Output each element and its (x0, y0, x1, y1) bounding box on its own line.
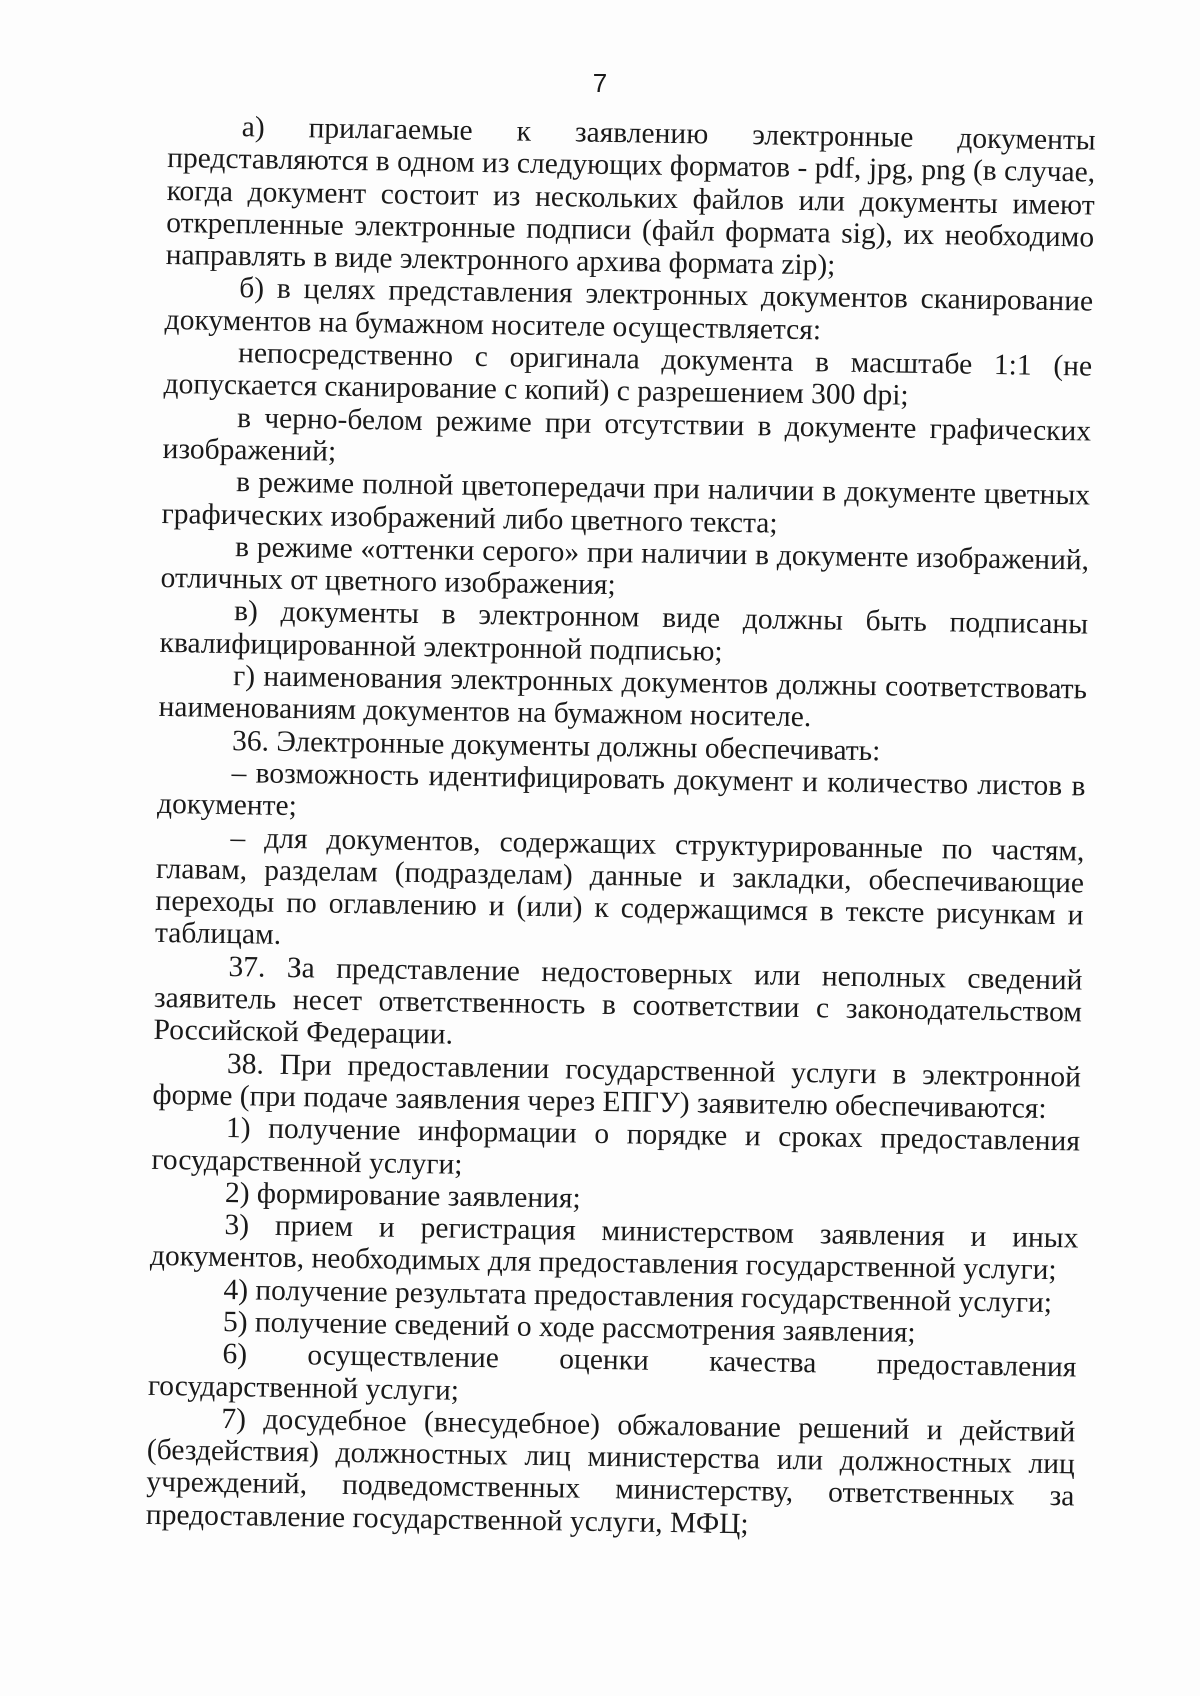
list-item-38-7: 7) досудебное (внесудебное) обжалование решений и действий (бездействия) должностных лиц министерства или должностных лиц учреждений, подведомственных министерству, ответственных за предоставление государственной услуги, МФЦ; (145, 1402, 1076, 1541)
list-item-38-4: 4) получение результата предоставления государственной услуги; (223, 1273, 1053, 1319)
paragraph-v-signature: в) документы в электронном виде должны быть подписаны квалифицированной электронной подписью; (159, 595, 1089, 668)
list-item-38-6: 6) осуществление оценки качества предоставления государственной услуги; (147, 1338, 1077, 1407)
page-number: 7 (592, 68, 608, 98)
paragraph-36-structured: – для документов, содержащих структурированные по частям, главам, разделам (подразделам) данные и закладки, обеспечивающие переходы по оглавлению и (или) к содержащимся в тексте рисункам и таблицам. (154, 821, 1085, 952)
paragraph-scan-color: в режиме полной цветопередачи при наличии в документе цветных графических изображений либо цветного текста; (161, 466, 1091, 540)
document-body (146, 110, 1096, 1545)
list-item-38-3: 3) прием и регистрация министерством заявления и иных документов, необходимых для предоставления государственной услуги; (149, 1209, 1079, 1287)
paragraph-scan-original: непосредственно с оригинала документа в масштабе 1:1 (не допускается сканирование с копий) с разрешением 300 dpi; (163, 337, 1093, 413)
paragraph-36: 36. Электронные документы должны обеспечивать: (231, 724, 881, 767)
paragraph-scan-grayscale: в режиме «оттенки серого» при наличии в документе изображений, отличных от цветного изображения; (160, 530, 1090, 602)
paragraph-scan-bw: в черно-белом режиме при отсутствии в документе графических изображений; (162, 401, 1092, 468)
list-item-38-2: 2) формирование заявления; (224, 1176, 581, 1215)
paragraph-g-naming: г) наименования электронных документов должны соответствовать наименованиям документов на бумажном носителе. (158, 660, 1088, 734)
paragraph-a-formats: а) прилагаемые к заявлению электронные документы представляются в одном из следующих форматов - pdf, jpg, png (в случае, когда документ состоит из нескольких файлов или документы имеют открепленные электронные подписи (файл формата sig), их необходимо направлять в виде электронного архива формата zip); (165, 111, 1096, 282)
paragraph-38: 38. При предоставлении государственной услуги в электронной форме (при подаче заявления через ЕПГУ) заявителю обеспечиваются: (152, 1047, 1082, 1125)
paragraph-37: 37. За представление недостоверных или неполных сведений заявитель несет ответственность в соответствии с законодательством Российской Федерации. (153, 950, 1083, 1051)
list-item-38-5: 5) получение сведений о ходе рассмотрения заявления; (222, 1305, 916, 1349)
paragraph-36-identify: – возможность идентифицировать документ и количество листов в документе; (156, 757, 1086, 823)
list-item-38-1: 1) получение информации о порядке и сроках предоставления государственной услуги; (151, 1112, 1081, 1181)
paragraph-b-scanning: б) в целях представления электронных документов сканирование документов на бумажном носителе осуществляется: (164, 272, 1094, 347)
